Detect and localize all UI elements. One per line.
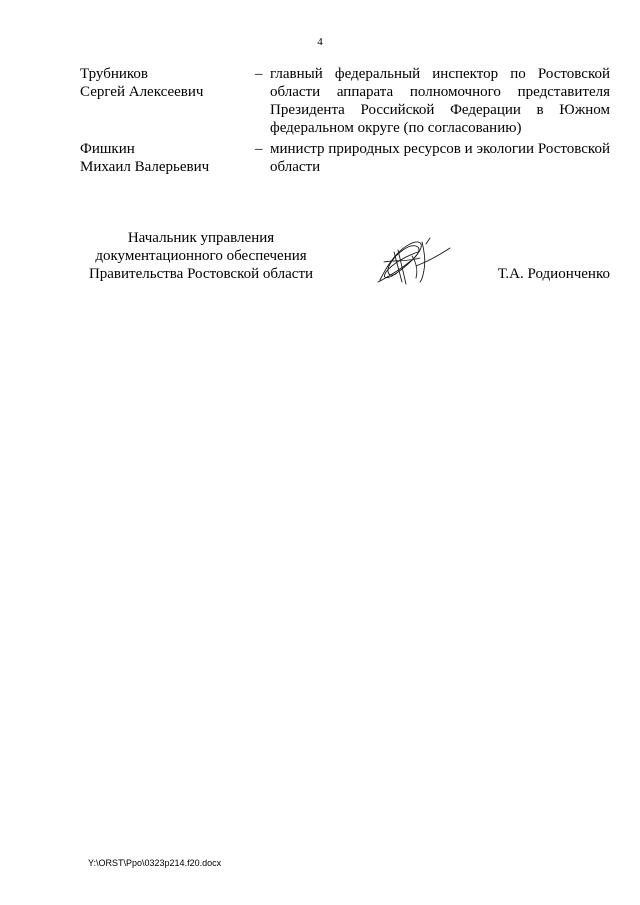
handwritten-signature bbox=[372, 232, 462, 287]
entry-name bbox=[80, 140, 250, 176]
entry-trubnikov bbox=[80, 65, 610, 137]
signatory-name: Т.А. Родионченко bbox=[497, 266, 610, 282]
entry-dash: – bbox=[255, 141, 263, 157]
entry-description: главный федеральный инспектор по Ростовской области аппарата полномочного представителя Президента Российской Федерации в Южном федеральном округе (по согласованию) bbox=[270, 66, 610, 136]
page-number: 4 bbox=[317, 36, 323, 48]
entry-dash: – bbox=[255, 66, 263, 82]
signatory-title-line: Начальник управления bbox=[127, 230, 275, 246]
entry-fishkin bbox=[80, 140, 610, 176]
entry-surname: Фишкин bbox=[80, 141, 135, 157]
entry-given-names: Сергей Алексеевич bbox=[80, 84, 204, 100]
signatory-title bbox=[80, 229, 322, 283]
signatory-title-line: документационного обеспечения bbox=[95, 248, 307, 264]
entry-surname: Трубников bbox=[80, 66, 148, 82]
entry-name bbox=[80, 65, 250, 101]
entry-description: министр природных ресурсов и экологии Ростовской области bbox=[270, 141, 610, 175]
footer-file-path: Y:\ORST\Ppo\0323p214.f20.docx bbox=[88, 858, 222, 868]
entry-given-names: Михаил Валерьевич bbox=[80, 159, 210, 175]
signatory-title-line: Правительства Ростовской области bbox=[88, 266, 314, 282]
